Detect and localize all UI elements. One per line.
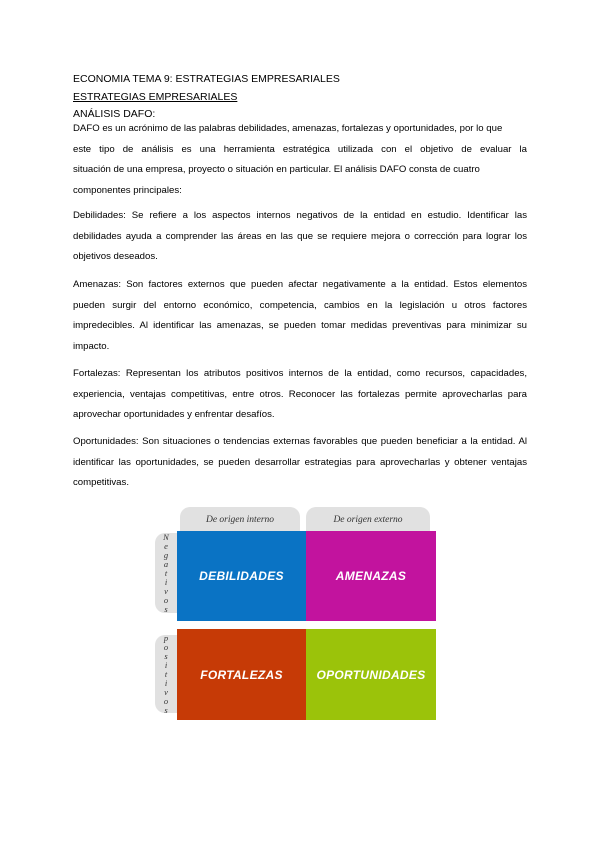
amenazas-quadrant: AMENAZAS	[306, 531, 436, 621]
section-title: ANÁLISIS DAFO:	[73, 108, 156, 120]
paragraph-debilidades: Debilidades: Se refiere a los aspectos internos negativos de la entidad en estudio. Identificar las debilidades ayuda a comprender las áreas en las que se requiere mejora o corrección para lograr los objetivos deseados.	[73, 210, 527, 262]
intro-line: este tipo de análisis es una herramienta estratégica utilizada con el objetivo de evaluar la	[73, 143, 527, 155]
intro-line: DAFO es un acrónimo de las palabras debilidades, amenazas, fortalezas y oportunidades, por lo que	[73, 123, 503, 134]
intro-line: componentes principales:	[73, 184, 182, 196]
doc-subheading: ESTRATEGIAS EMPRESARIALES	[73, 91, 238, 103]
paragraph-oportunidades: Oportunidades: Son situaciones o tendencias externas favorables que pueden beneficiar a la entidad. Al identificar las oportunidades, se pueden desarrollar estrategias para aprovecharlas y obtener ventajas competitivas.	[73, 436, 527, 488]
paragraph-amenazas: Amenazas: Son factores externos que pueden afectar negativamente a la entidad. Estos elementos pueden surgir del entorno económico, competencia, cambios en la legislación u otros factores impredecibles. Al identificar las amenazas, se pueden tomar medidas preventivas para minimizar su impacto.	[73, 279, 527, 352]
paragraph-fortalezas: Fortalezas: Representan los atributos positivos internos de la entidad, como recursos, capacidades, experiencia, ventajas competitivas, entre otros. Reconocer las fortalezas permite aprovecharlas para aprovechar oportunidades y enfrentar desafíos.	[73, 368, 527, 420]
dafo-diagram	[155, 507, 437, 727]
intro-paragraph	[73, 119, 527, 201]
debilidades-quadrant: DEBILIDADES	[177, 531, 306, 621]
intro-line: situación de una empresa, proyecto o situación en particular. El análisis DAFO consta de cuatro	[73, 164, 480, 175]
oportunidades-quadrant: OPORTUNIDADES	[306, 629, 436, 720]
tab-external-origin: De origen externo	[306, 507, 430, 531]
doc-heading: ECONOMIA TEMA 9: ESTRATEGIAS EMPRESARIALES	[73, 73, 340, 85]
row-label-positive: p o s i t i v o s	[155, 635, 177, 713]
tab-internal-origin: De origen interno	[180, 507, 300, 531]
fortalezas-quadrant: FORTALEZAS	[177, 629, 306, 720]
row-label-negative: N e g a t i v o s	[155, 533, 177, 613]
